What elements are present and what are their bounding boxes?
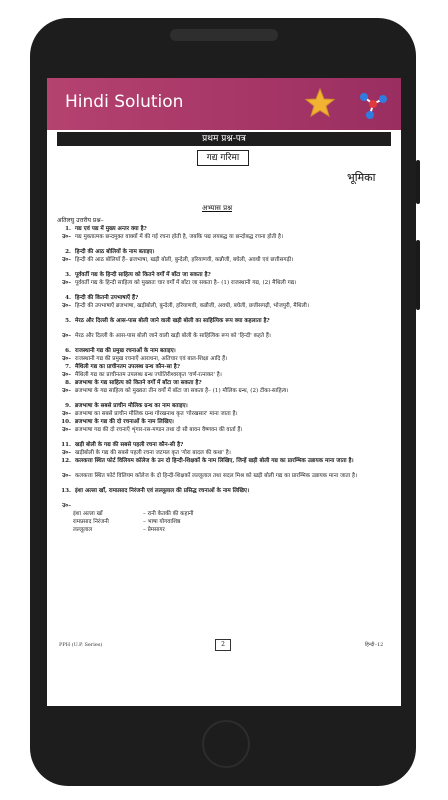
line-number: उ०– [62, 372, 71, 378]
work-title: – प्रेमसागर [143, 527, 165, 533]
line-text: पूर्ववर्ती गद्य के हिन्दी साहित्य को कितने वर्गों में बाँटा जा सकता है? [75, 272, 211, 278]
line-text: खड़ीबोली के गद्य की सबसे पहली रचना जटमल कृत 'गोरा बादल की कथा' है। [75, 450, 231, 456]
line-number: 1. [65, 226, 71, 232]
line-text: गद्य एवं पद्य में मुख्य अन्तर क्या है? [75, 226, 147, 232]
question-line [57, 364, 387, 372]
line-text: राजस्थानी गद्य की प्रमुख रचनाएँ आराधना, अतिचार एवं बाल-शिक्षा आदि हैं। [75, 356, 228, 362]
question-type-label: अतिलघु उत्तरीय प्रश्न– [57, 217, 104, 224]
star-icon[interactable] [305, 88, 335, 118]
answer-line [57, 333, 387, 341]
line-number: उ०– [62, 503, 71, 509]
section-heading: भूमिका [347, 171, 376, 184]
exercise-title: अभ्यास प्रश्न [202, 204, 233, 212]
line-number: उ०– [62, 356, 71, 362]
answer-line [57, 450, 387, 458]
line-number: 7. [65, 364, 71, 370]
app-screen [47, 78, 401, 706]
app-title: Hindi Solution [65, 92, 184, 112]
line-number: उ०– [62, 234, 71, 240]
page-number: 2 [215, 639, 231, 651]
answer-line [57, 427, 387, 435]
line-number: उ०– [62, 388, 71, 394]
author-name: इंशा अल्ला खाँ [73, 511, 103, 517]
line-text: हिन्दी की आठ बोलियाँ हैं– ब्रजभाषा, खड़ी बोली, बुन्देली, हरियाणवी, कन्नौजी, बघेली, अवधी एवं छत्तीसगढ़ी। [75, 257, 294, 263]
line-text: हिन्दी की आठ बोलियों के नाम बताइए। [75, 249, 155, 255]
line-number: उ०– [62, 411, 71, 417]
answer-line [57, 234, 387, 242]
line-text: ब्रजभाषा का सबसे प्राचीन मौलिक ग्रन्थ गोरखनाथ कृत 'गोरखसार' माना जाता है। [75, 411, 238, 417]
line-number: 4. [65, 295, 71, 301]
line-number: उ०– [62, 333, 71, 339]
author-name: लल्लूलाल [73, 527, 93, 533]
answer-line [57, 388, 387, 396]
line-text: मैथिली गद्य का प्राचीनतम उपलब्ध ग्रन्थ कौन-सा है? [75, 364, 181, 370]
question-line [57, 403, 387, 411]
footer-class: हिन्दी–12 [365, 642, 384, 648]
works-table-row [73, 519, 323, 526]
works-table-row [73, 511, 323, 518]
question-line [57, 249, 387, 257]
answer-line [57, 257, 387, 265]
speaker-grill [170, 29, 278, 41]
chapter-title: गद्य गरिमा [197, 150, 249, 166]
line-text: कलकत्ता स्थित फोर्ट विलियम कॉलेज के दो हिन्दी-शिक्षकों लल्लूलाल तथा सदल मिश्र को खड़ी बोली गद्य का प्रारम्भिक उन्नायक माना जाता है। [75, 473, 358, 479]
line-number: 11. [61, 442, 71, 448]
line-number: उ०– [62, 427, 71, 433]
line-number: 2. [65, 249, 71, 255]
question-line [57, 272, 387, 280]
line-text: ब्रजभाषा के गद्य साहित्य को कितने वर्गों में बाँटा जा सकता है? [75, 380, 202, 386]
line-number: 8. [65, 380, 71, 386]
home-button[interactable] [202, 720, 250, 768]
question-line [57, 442, 387, 450]
line-text: पूर्ववर्ती गद्य के हिन्दी साहित्य को मुख्यतः चार वर्गों में बाँटा जा सकता है– (1) राजस्थानी गद्य, (2) मैथिली गद्य। [75, 280, 297, 286]
line-number: उ०– [62, 257, 71, 263]
paper-header: प्रथम प्रश्न-पत्र [57, 132, 391, 146]
line-number: 10. [61, 419, 71, 425]
work-title: – भाषा योगवाशिष्ठ [143, 519, 181, 525]
app-bar [47, 78, 401, 130]
line-number: 6. [65, 348, 71, 354]
question-line [57, 458, 387, 466]
line-number: उ०– [62, 303, 71, 309]
answer-line [57, 503, 387, 511]
works-table-row [73, 527, 323, 534]
line-number: 12. [61, 458, 71, 464]
question-line [57, 419, 387, 427]
answer-line [57, 411, 387, 419]
line-text: राजस्थानी गद्य की प्रमुख रचनाओं के नाम बताइए। [75, 348, 176, 354]
line-text: इंशा अल्ला खाँ, रामप्रसाद निरंजनी एवं लल्लूलाल की प्रसिद्ध रचनाओं के नाम लिखिए। [75, 488, 250, 494]
document-page[interactable] [47, 130, 401, 706]
line-text: मेरठ और दिल्ली के आस-पास बोली जाने वाली खड़ी बोली के साहित्यिक रूप को 'हिन्दी' कहते हैं। [75, 333, 271, 339]
answer-line [57, 356, 387, 364]
line-text: मैथिली गद्य का प्राचीनतम उपलब्ध ग्रन्थ ज्योतिरीश्वरकृत 'वर्ण-रत्नाकर' है। [75, 372, 222, 378]
line-number: 5. [65, 318, 71, 324]
line-number: उ०– [62, 473, 71, 479]
line-text: हिन्दी की उपभाषाएँ ब्रजभाषा, खड़ीबोली, बुन्देली, हरियाणवी, कन्नौजी, अवधी, बघेली, छत्तीसगढ़ी, भोजपुरी, मैथिली। [75, 303, 309, 309]
question-line [57, 488, 387, 496]
share-icon[interactable] [357, 88, 389, 120]
line-number: 9. [65, 403, 71, 409]
question-line [57, 295, 387, 303]
work-title: – रानी केतकी की कहानी [143, 511, 194, 517]
line-text: खड़ी बोली के गद्य की सबसे पहली रचना कौन-सी है? [75, 442, 184, 448]
answer-line [57, 303, 387, 311]
line-number: 13. [61, 488, 71, 494]
question-line [57, 380, 387, 388]
line-number: उ०– [62, 280, 71, 286]
line-text: ब्रजभाषा के गद्य की दो रचनाओं के नाम लिखिए। [75, 419, 174, 425]
volume-button [416, 160, 420, 204]
line-text: कलकत्ता स्थित फोर्ट विलियम कॉलेज के उन दो हिन्दी-शिक्षकों के नाम लिखिए, जिन्हें खड़ी बोली गद्य का प्रारम्भिक उन्नायक माना जाता है। [75, 458, 354, 464]
line-text: गद्य मुक्तात्मक छन्दमुक्त वाक्यों में की गई रचना होती है, जबकि पद्य लयबद्ध या छन्दोबद्ध रचना होती है। [75, 234, 284, 240]
author-name: रामप्रसाद निरंजनी [73, 519, 109, 525]
line-number: 3. [65, 272, 71, 278]
question-line [57, 226, 387, 234]
question-line [57, 348, 387, 356]
line-text: ब्रजभाषा के सबसे प्राचीन मौलिक ग्रन्थ का नाम बताइए। [75, 403, 188, 409]
question-line [57, 318, 387, 326]
answer-line [57, 280, 387, 288]
line-number: उ०– [62, 450, 71, 456]
answer-line [57, 473, 387, 481]
footer-publisher: PPH (U.P. Series) [59, 642, 103, 648]
power-button [416, 240, 420, 310]
line-text: मेरठ और दिल्ली के आस-पास बोली जाने वाली खड़ी बोली का साहित्यिक रूप क्या कहलाता है? [75, 318, 270, 324]
line-text: हिन्दी की कितनी उपभाषाएँ हैं? [75, 295, 139, 301]
line-text: ब्रजभाषा के गद्य साहित्य को मुख्यतः तीन वर्गों में बाँटा जा सकता है– (1) मौलिक ग्रन्थ, (2) टीका-साहित्य। [75, 388, 289, 394]
answer-line [57, 372, 387, 380]
line-text: ब्रजभाषा गद्य की दो रचनाएँ शृंगार-रस-मण्डन तथा दो सौ बावन वैष्णवन की वार्ता हैं। [75, 427, 243, 433]
